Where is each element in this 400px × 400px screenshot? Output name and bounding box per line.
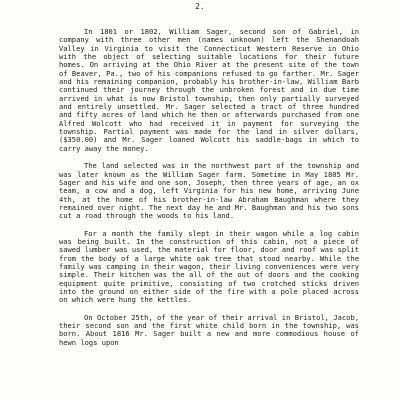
body-text xyxy=(59,28,359,356)
paragraph-1: In 1801 or 1802, William Sager, second son of Gabriel, in company with three other men (names unknown) left the Shenandoah Valley in Virginia to visit the Connecticut Western Reserve in Ohio with the object of selecting suitable locations for their future homes. On arriving at the Ohio River at the present site of the town of Beaver, Pa., two of his companions refused to go farther. Mr. Sager and his remaining companion, probably his brother-in-law, William Barb continued their journey through the unbroken forest and in due time arrived in what is now Bristol township, then only partially surveyed and entirely unsettled. Mr. Sager selected a tract of three hundred and fifty acres of land which he then or afterwards purchased from one Alfred Wolcott who had received it in payment for surveying the township. Partial payment was made for the land in silver dollars, ($350.00) and Mr. Sager loaned Wolcott his saddle-bags in which to carry away the money. xyxy=(59,27,359,153)
page-number: 2. xyxy=(195,2,205,11)
paragraph-4: On October 25th, of the year of their arrival in Bristol, Jacob, their second son and the first white child born in the township, was born. About 1816 Mr. Sager built a new and more commodious house of hewn logs upon xyxy=(59,312,359,347)
paragraph-3: For a month the family slept in their wagon while a log cabin was being built. In the construction of this cabin, not a piece of sawed lumber was used, the material for floor, door and roof was split from the body of a large white oak tree that stood nearby. While the family was camping in their wagon, their living conveniences were very simple. Their kitchen was the all of the out of doors and the cooking equipment quite primitive, consisting of two crotched sticks driven into the ground on either side of the fire with a pole placed across on which were hung the kettles. xyxy=(59,228,359,305)
paragraph-2: The land selected was in the northwest part of the township and was later known as the William Sager farm. Sometime in May 1805 Mr. Sager and his wife and one son, Joseph, then three years of age, an ox team, a cow and a dog, left Virginia for his new home, arriving June 4th, at the home of his brother-in-law Abraham Baughman where they remained over night. The next day he and Mr. Baughman and his two sons cut a road through the woods to his land. xyxy=(59,161,359,221)
